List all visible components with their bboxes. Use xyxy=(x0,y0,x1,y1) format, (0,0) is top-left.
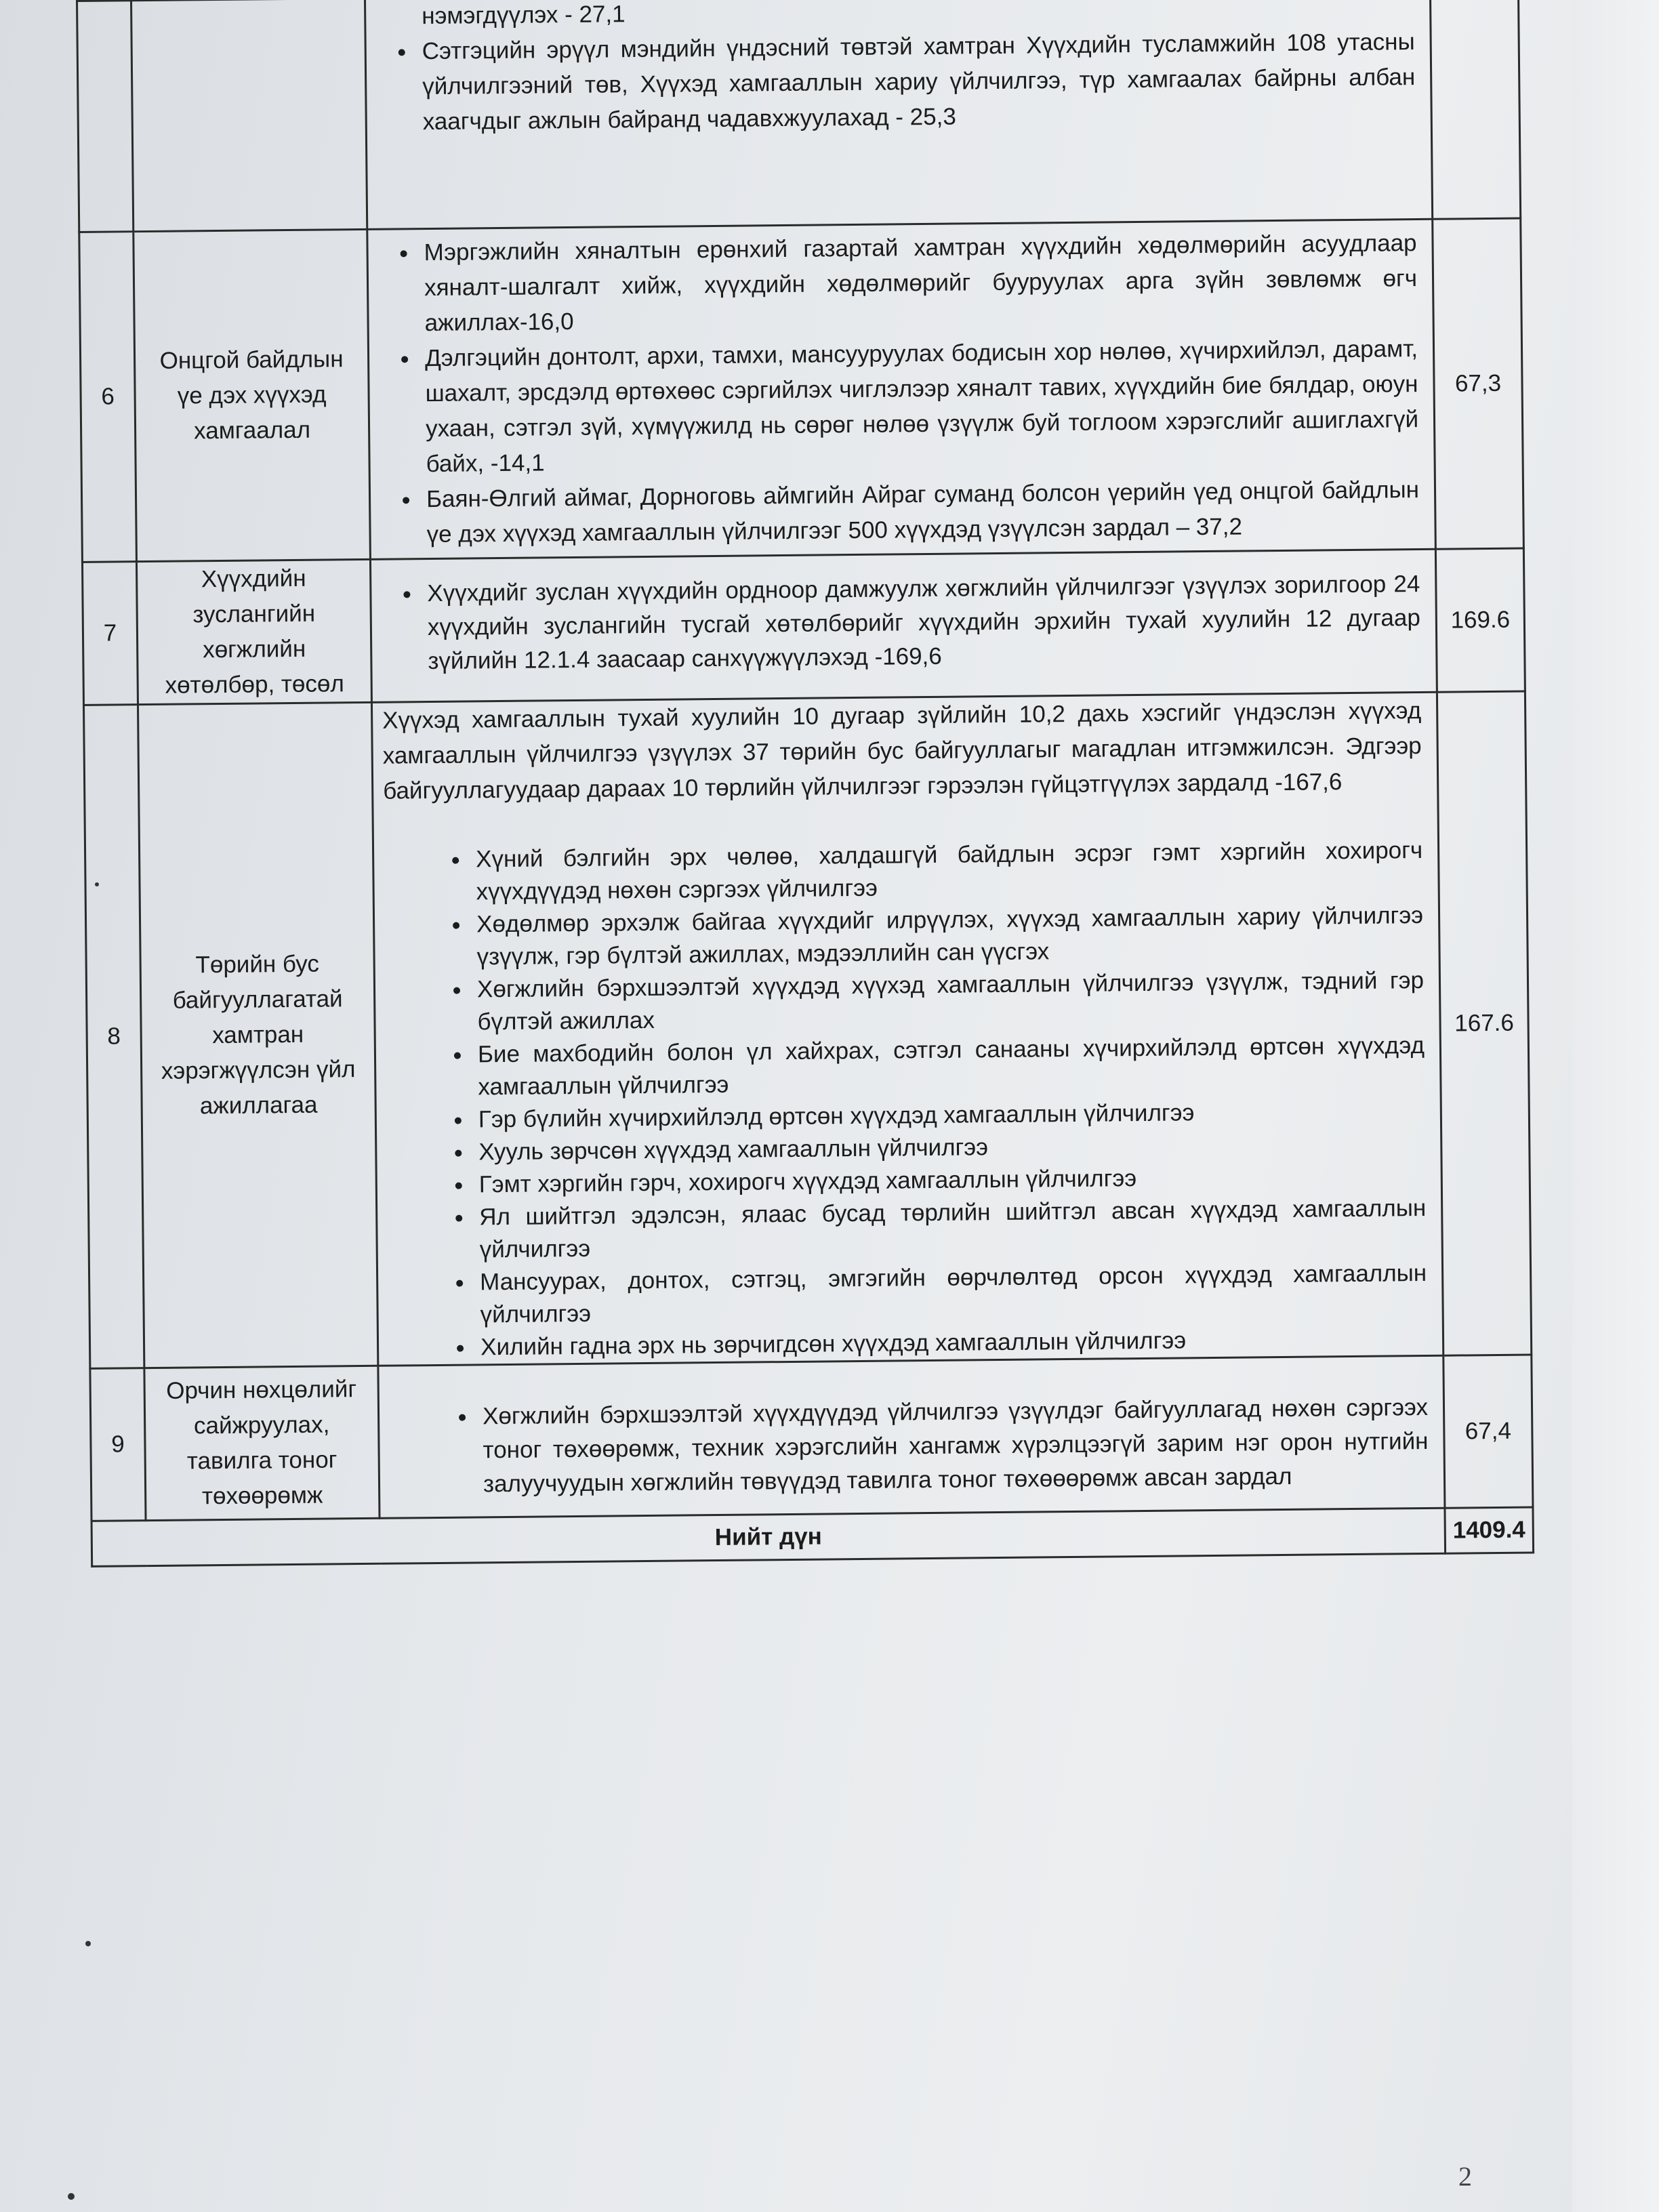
row-number: 6 xyxy=(79,232,137,562)
list-item: • Сэтгэцийн эрүүл мэндийн үндэсний төвтэй хамтран Хүүхдийн тусламжийн 108 утасны үйлчилгээний төв, Хүүхэд хамгааллын хариу үйлчилгээ, түр хамгаалах байрны албан хаагчдыг ажлын байранд чадавхжуулахад - 25,3 xyxy=(417,24,1416,140)
list-item: • Хүүхдийг зуслан хүүхдийн ордноор дамжуулж хөгжлийн үйлчилгээг үзүүлэх зорилгоор 24 хүүхдийн зуслангийн тусгай хөтөлбөрийг хүүхдийн эрхийн тухай хуулийн 12 дугаар зүйлийн 12.1.4 заасаар санхүүжүүлэхэд -169,6 xyxy=(422,567,1420,678)
list-item: • Бие махбодийн болон үл хайхрах, сэтгэл санааны хүчирхийлэлд өртсөн хүүхдэд хамгааллын үйлчилгээ xyxy=(472,1029,1425,1103)
list-item: • Мансуурах, донтох, сэтгэц, эмгэгийн өөрчлөлтөд орсон хүүхдэд хамгааллын үйлчилгээ xyxy=(474,1257,1427,1331)
budget-table xyxy=(76,0,1534,1568)
row-amount: 67,3 xyxy=(1433,218,1524,549)
total-label: Нийт дүн xyxy=(91,1508,1446,1566)
row-amount: 167.6 xyxy=(1437,691,1531,1355)
list-item: • Дэлгэцийн донтолт, архи, тамхи, мансууруулах бодисын хор нөлөө, хүчирхийлэл, дарамт, шахалт, эрсдэлд өртөхөөс сэргийлэх чиглэлээр хяналт тавих, хүүхдийн бие бялдар, оюун ухаан, сэтгэл зүй, хүмүүжилд нь сөрөг нөлөө үзүүлж буй тоглоом хэрэгслийг ашиглахгүй байх, -14,1 xyxy=(419,331,1419,482)
row-title: Орчин нөхцөлийг сайжруулах, тавилга тоног төхөөрөмж xyxy=(144,1366,380,1520)
list-item: • Баян-Өлгий аймаг, Дорноговь аймгийн Айраг суманд болсон үерийн үед онцгой байдлын үе дэх хүүхэд хамгааллын үйлчилгээг 500 хүүхдэд үзүүлсэн зардал – 37,2 xyxy=(421,472,1420,552)
table-row xyxy=(83,691,1531,1368)
bullet-list xyxy=(384,834,1427,1365)
row-title: Төрийн бус байгууллагатай хамтран хэрэгжүүлсэн үйл ажиллагаа xyxy=(138,702,377,1368)
dust-speck xyxy=(68,2193,75,2200)
table-row xyxy=(79,218,1524,562)
document-sheet xyxy=(76,0,1540,1568)
row-description xyxy=(365,0,1432,229)
row-description xyxy=(371,692,1443,1366)
row-amount: 67,4 xyxy=(1443,1355,1533,1508)
bullet-list xyxy=(377,226,1419,553)
list-item: • Мэргэжлийн хяналтын ерөнхий газартай хамтран хүүхдийн хөдөлмөрийн асуудлаар хяналт-шалгалт хийж, хүүхдийн хөдөлмөрийг бууруулах арга зүйн зөвлөмж өгч ажиллах-16,0 xyxy=(418,226,1417,341)
row-amount xyxy=(1430,0,1520,219)
list-item: • Гэр бүлийн хүчирхийлэлд өртсөн хүүхдэд хамгааллын үйлчилгээ xyxy=(473,1094,1425,1136)
dust-speck xyxy=(95,882,99,886)
table-row xyxy=(90,1355,1533,1521)
table-row xyxy=(77,0,1521,232)
list-item: • Хууль зөрчсөн хүүхдэд хамгааллын үйлчилгээ xyxy=(473,1127,1425,1168)
row-number: 7 xyxy=(82,562,138,705)
row-amount: 169.6 xyxy=(1435,548,1525,692)
row-description xyxy=(367,219,1436,559)
list-item: • Гэмт хэргийн гэрч, хохирогч хүүхдэд хамгааллын үйлчилгээ xyxy=(474,1160,1426,1201)
bullet-list xyxy=(381,567,1420,679)
continuation-text: нэмэгдүүлэх - 27,1 xyxy=(422,1,626,30)
intro-paragraph: Хүүхэд хамгааллын тухай хуулийн 10 дугаар зүйлийн 10,2 дахь хэсгийг үндэслэн хүүхэд хамгааллын үйлчилгээ үзүүлэх 37 төрийн бус байгууллагыг магадлан итгэмжилсэн. Эдгээр байгууллагуудаар дараах 10 төрлийн үйлчилгээг гэрээлэн гүйцэтгүүлэх зардалд -167,6 xyxy=(382,697,1422,804)
row-number: 8 xyxy=(83,705,144,1369)
total-value: 1409.4 xyxy=(1445,1507,1534,1553)
list-item: • Хөгжлийн бэрхшээлтэй хүүхдэд хүүхэд хамгааллын үйлчилгээ үзүүлж, тэдний гэр бүлтэй ажиллах xyxy=(472,964,1425,1038)
row-description xyxy=(378,1355,1445,1518)
bullet-list xyxy=(389,1391,1429,1502)
list-item: • Хилийн гадна эрх нь зөрчигдсөн хүүхдэд хамгааллын үйлчилгээ xyxy=(475,1322,1427,1364)
row-number: 9 xyxy=(90,1368,146,1521)
list-item: • Хүний бэлгийн эрх чөлөө, халдашгүй байдлын эсрэг гэмт хэргийн хохирогч хүүхдүүдэд нөхөн сэргээх үйлчилгээ xyxy=(470,834,1423,908)
row-title xyxy=(131,0,367,232)
dust-speck xyxy=(85,1941,91,1946)
row-description xyxy=(370,549,1437,702)
row-title: Хүүхдийн зуслангийн хөгжлийн хөтөлбөр, төсөл xyxy=(136,559,371,704)
page-number: 2 xyxy=(1458,2161,1472,2192)
row-number xyxy=(77,1,134,232)
list-item: • Ял шийтгэл эдэлсэн, ялаас бусад төрлийн шийтгэл авсан хүүхдэд хамгааллын үйлчилгээ xyxy=(474,1192,1427,1266)
table-row xyxy=(82,548,1525,705)
bullet-list xyxy=(376,24,1416,140)
binder-edge xyxy=(1572,0,1659,2212)
row-title: Онцгой байдлын үе дэх хүүхэд хамгаалал xyxy=(134,229,371,561)
list-item: • Хөгжлийн бэрхшээлтэй хүүхдүүдэд үйлчилгээ үзүүлдэг байгууллагад нөхөн сэргээх тоног төхөөрөмж, техник хэрэгслийн хангамж хүрэлцээгүй зарим нэг орон нутгийн залуучуудын хөгжлийн төвүүдэд тавилга тоног төхөөөрөмж авсан зардал xyxy=(477,1391,1429,1501)
list-item: • Хөдөлмөр эрхэлж байгаа хүүхдийг илрүүлэх, хүүхэд хамгааллын хариу үйлчилгээ үзүүлж, гэр бүлтэй ажиллах, мэдээллийн сан үүсгэх xyxy=(471,899,1424,973)
